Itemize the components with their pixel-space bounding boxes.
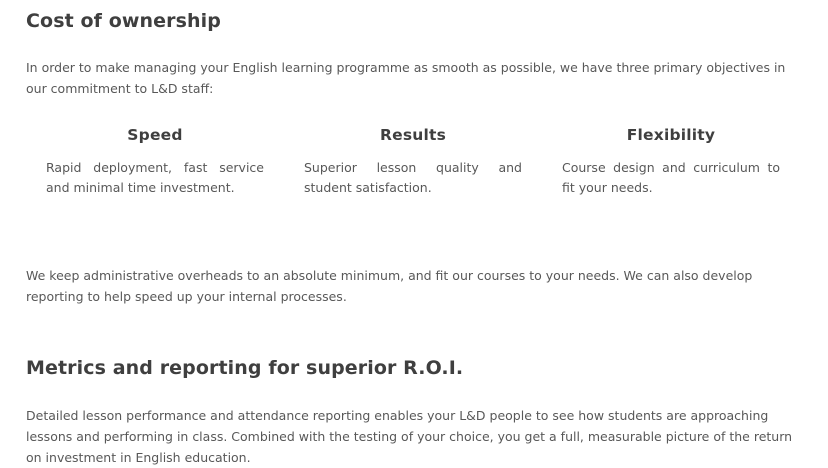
- cost-intro-paragraph: In order to make managing your English learning programme as smooth as possible, we have three primary objectives in our commitment to L&D staff:: [26, 59, 786, 96]
- objective-body-results: Superior lesson quality and student satisfaction.: [304, 160, 522, 195]
- metrics-body-paragraph: Detailed lesson performance and attendance reporting enables your L&D people to see how students are approaching lessons and performing in class. Combined with the testing of your choice, you get a full, measurable picture of the return on investment in English education.: [26, 407, 793, 465]
- objective-heading-speed: Speed: [127, 126, 183, 144]
- objective-body-speed: Rapid deployment, fast service and minimal time investment.: [46, 160, 264, 195]
- objectives-columns: [26, 126, 802, 198]
- objective-column-speed: [26, 126, 284, 198]
- objective-heading-flexibility: Flexibility: [626, 126, 716, 144]
- cost-summary-paragraph: We keep administrative overheads to an absolute minimum, and fit our courses to your needs. We can also develop reporting to help speed up your internal processes.: [26, 267, 753, 304]
- objective-column-flexibility: [542, 126, 800, 198]
- objective-column-results: [284, 126, 542, 198]
- objective-heading-results: Results: [379, 126, 447, 144]
- page-title-metrics-and-reporting: Metrics and reporting for superior R.O.I.: [26, 357, 464, 379]
- page-title-cost-of-ownership: Cost of ownership: [26, 10, 221, 32]
- objective-body-flexibility: Course design and curriculum to fit your needs.: [562, 160, 780, 195]
